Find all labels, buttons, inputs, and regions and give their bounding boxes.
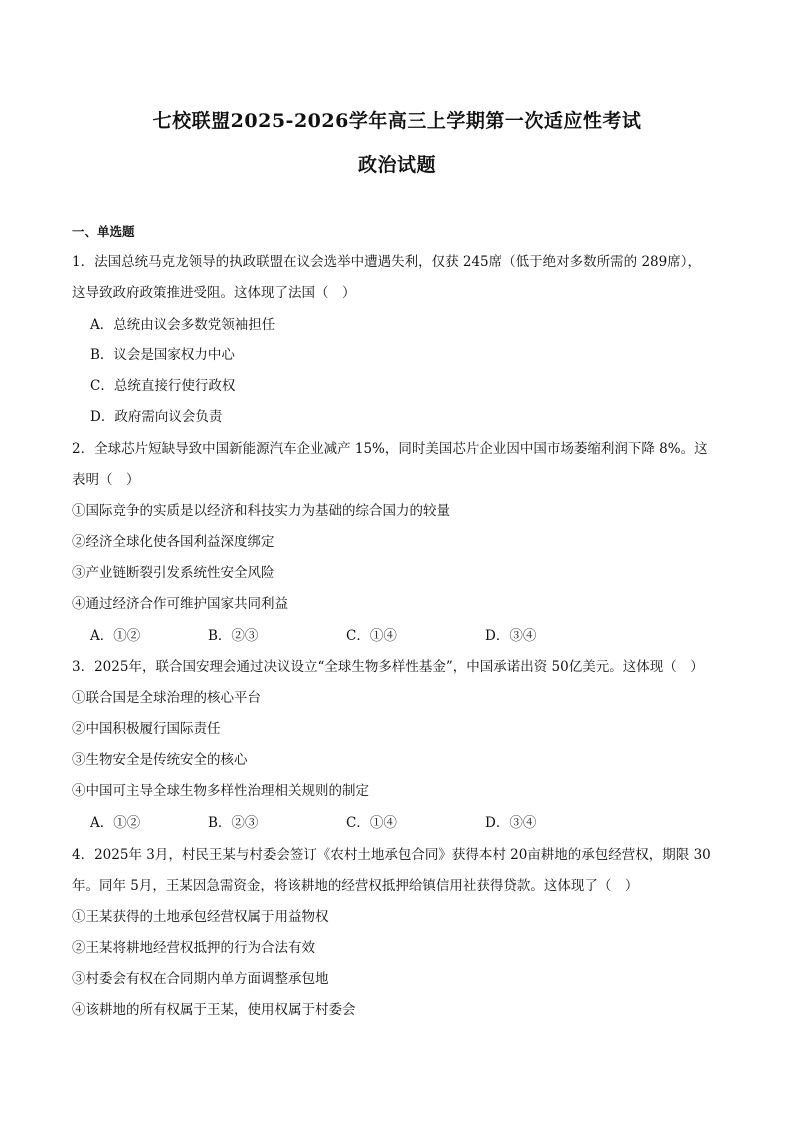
question-3-statement-2: ②中国积极履行国际责任 xyxy=(72,721,221,737)
question-4-statement-3: ③村委会有权在合同期内单方面调整承包地 xyxy=(72,971,329,987)
question-2-statement-4: ④通过经济合作可维护国家共同利益 xyxy=(72,596,288,612)
question-2-choice-c: C．①④ xyxy=(346,628,397,644)
question-2-statement-2: ②经济全球化使各国利益深度绑定 xyxy=(72,534,275,550)
question-2-line-2: 表明（ ） xyxy=(72,472,140,488)
question-2-choice-b: B．②③ xyxy=(208,628,259,644)
question-4-line-1: 4．2025年 3月，村民王某与村委会签订《农村土地承包合同》获得本村 20亩耕地的承包经营权，期限 30 xyxy=(72,847,711,863)
question-3-choice-c: C．①④ xyxy=(346,815,397,831)
question-2-choice-a: A．①② xyxy=(90,628,141,644)
question-4-statement-1: ①王某获得的土地承包经营权属于用益物权 xyxy=(72,909,329,925)
question-1-option-d: D．政府需向议会负责 xyxy=(90,409,223,425)
question-3-statement-1: ①联合国是全球治理的核心平台 xyxy=(72,690,261,706)
section-label: 一、单选题 xyxy=(72,224,135,239)
exam-subtitle: 政治试题 xyxy=(357,154,436,176)
question-3-choice-d: D．③④ xyxy=(485,815,537,831)
question-3-statement-3: ③生物安全是传统安全的核心 xyxy=(72,752,248,768)
question-4-statement-4: ④该耕地的所有权属于王某，使用权属于村委会 xyxy=(72,1002,356,1018)
question-1-option-c: C．总统直接行使行政权 xyxy=(90,378,236,394)
question-3-statement-4: ④中国可主导全球生物多样性治理相关规则的制定 xyxy=(72,783,369,799)
question-3-choice-b: B．②③ xyxy=(208,815,259,831)
question-4-statement-2: ②王某将耕地经营权抵押的行为合法有效 xyxy=(72,940,315,956)
question-3-line-1: 3．2025年，联合国安理会通过决议设立“全球生物多样性基金”，中国承诺出资 50亿美元。这体现（ ） xyxy=(72,659,704,675)
question-1-line-2: 这导致政府政策推进受阻。这体现了法国（ ） xyxy=(72,285,356,301)
question-2-statement-3: ③产业链断裂引发系统性安全风险 xyxy=(72,565,275,581)
question-3-choice-a: A．①② xyxy=(90,815,141,831)
question-4-line-2: 年。同年 5月，王某因急需资金，将该耕地的经营权抵押给镇信用社获得贷款。这体现了（ ） xyxy=(72,878,639,894)
question-1-option-b: B．议会是国家权力中心 xyxy=(90,347,235,363)
question-2-choice-d: D．③④ xyxy=(485,628,537,644)
question-2-line-1: 2．全球芯片短缺导致中国新能源汽车企业减产 15%，同时美国芯片企业因中国市场萎缩利润下降 8%。这 xyxy=(72,441,708,457)
question-1-line-1: 1．法国总统马克龙领导的执政联盟在议会选举中遭遇失利，仅获 245席（低于绝对多数所需的 289席）， xyxy=(72,254,701,270)
question-1-option-a: A．总统由议会多数党领袖担任 xyxy=(90,317,276,333)
exam-title: 七校联盟2025-2026学年高三上学期第一次适应性考试 xyxy=(152,110,642,132)
question-2-statement-1: ①国际竞争的实质是以经济和科技实力为基础的综合国力的较量 xyxy=(72,503,450,519)
